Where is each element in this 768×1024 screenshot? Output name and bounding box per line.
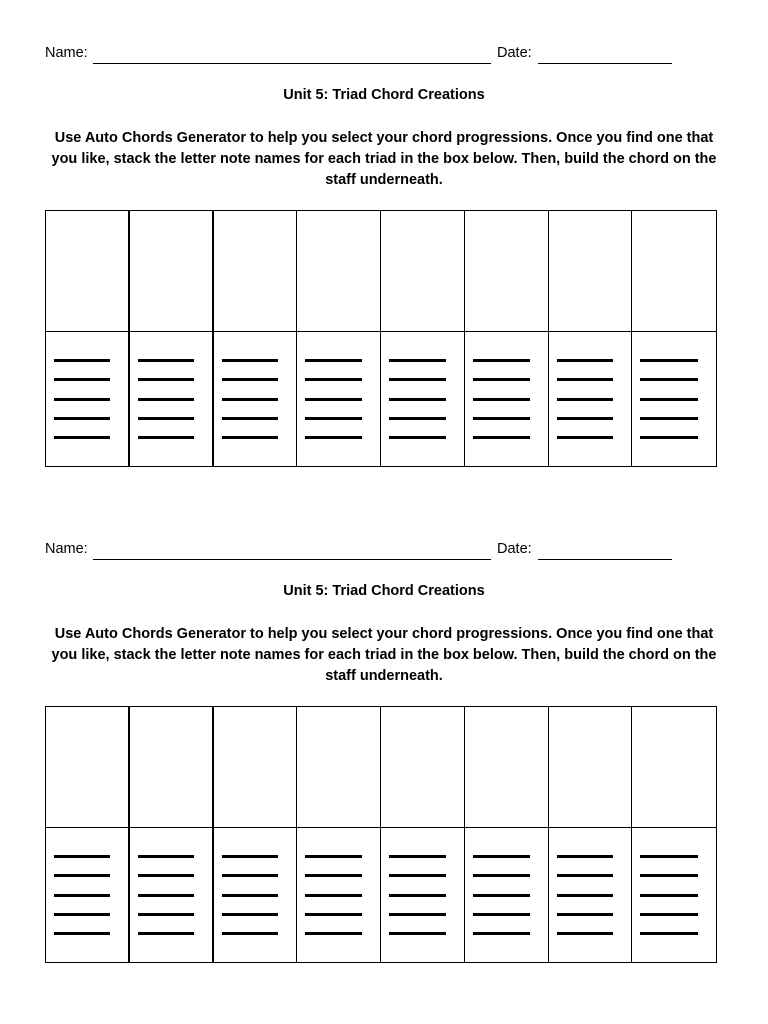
note-name-box[interactable] — [549, 211, 632, 332]
worksheet-2 — [0, 496, 768, 992]
chord-column — [549, 707, 633, 962]
note-name-box[interactable] — [381, 707, 464, 828]
note-name-box[interactable] — [297, 211, 380, 332]
staff-line — [54, 378, 110, 381]
staff-line — [389, 874, 446, 877]
chord-column — [549, 211, 633, 466]
staff-line — [557, 855, 614, 858]
staff-line — [222, 913, 279, 916]
staff-line — [389, 378, 446, 381]
staff-line — [54, 855, 110, 858]
date-label: Date: — [497, 45, 532, 61]
staff-line — [305, 378, 362, 381]
staff-line — [640, 417, 698, 420]
staff-line — [305, 359, 362, 362]
staff-line — [138, 855, 194, 858]
staff[interactable] — [465, 828, 548, 962]
staff-line — [305, 436, 362, 439]
staff[interactable] — [381, 828, 464, 962]
staff[interactable] — [214, 828, 297, 962]
header-row — [45, 45, 725, 67]
staff-line — [473, 874, 530, 877]
note-name-box[interactable] — [549, 707, 632, 828]
staff-line — [640, 398, 698, 401]
staff-line — [557, 894, 614, 897]
staff[interactable] — [214, 332, 297, 466]
staff-line — [557, 932, 614, 935]
note-name-box[interactable] — [297, 707, 380, 828]
chord-column — [130, 211, 214, 466]
staff[interactable] — [549, 828, 632, 962]
staff-line — [54, 913, 110, 916]
staff-line — [305, 932, 362, 935]
note-name-box[interactable] — [130, 707, 212, 828]
note-name-box[interactable] — [632, 211, 716, 332]
date-field[interactable] — [538, 63, 672, 64]
name-field[interactable] — [93, 63, 491, 64]
staff-line — [640, 359, 698, 362]
chord-column — [214, 707, 298, 962]
chord-column — [46, 211, 130, 466]
staff-line — [222, 855, 279, 858]
staff-line — [473, 398, 530, 401]
staff-line — [54, 874, 110, 877]
instructions-text: Use Auto Chords Generator to help you select your chord progressions. Once you find one that you like, stack the letter note names for each triad in the box below. Then, build the chord on the staff underneath. — [51, 130, 717, 188]
note-name-box[interactable] — [465, 211, 548, 332]
staff[interactable] — [297, 828, 380, 962]
staff-line — [473, 932, 530, 935]
note-name-box[interactable] — [632, 707, 716, 828]
chord-column — [130, 707, 214, 962]
chord-column — [632, 707, 716, 962]
note-name-box[interactable] — [381, 211, 464, 332]
staff-line — [138, 417, 194, 420]
chord-column — [465, 707, 549, 962]
staff-line — [557, 398, 614, 401]
staff-line — [473, 436, 530, 439]
staff-line — [222, 398, 279, 401]
staff-line — [640, 436, 698, 439]
staff-line — [138, 874, 194, 877]
name-label: Name: — [45, 45, 88, 61]
chord-column — [46, 707, 130, 962]
staff-line — [389, 436, 446, 439]
staff-line — [305, 894, 362, 897]
chord-grid — [45, 706, 717, 963]
worksheet-1 — [0, 0, 768, 496]
chord-column — [297, 211, 381, 466]
staff-line — [138, 436, 194, 439]
staff-line — [389, 913, 446, 916]
note-name-box[interactable] — [46, 707, 128, 828]
staff[interactable] — [297, 332, 380, 466]
staff-line — [54, 398, 110, 401]
staff-line — [222, 436, 279, 439]
note-name-box[interactable] — [46, 211, 128, 332]
staff-line — [640, 874, 698, 877]
staff-line — [138, 913, 194, 916]
staff-line — [557, 378, 614, 381]
header-row — [45, 541, 725, 563]
staff[interactable] — [130, 828, 212, 962]
staff-line — [640, 894, 698, 897]
staff-line — [222, 359, 279, 362]
staff-line — [389, 398, 446, 401]
staff-line — [473, 359, 530, 362]
staff-line — [473, 894, 530, 897]
name-field[interactable] — [93, 559, 491, 560]
instructions-text: Use Auto Chords Generator to help you select your chord progressions. Once you find one that you like, stack the letter note names for each triad in the box below. Then, build the chord on the staff underneath. — [51, 626, 717, 684]
staff-line — [138, 894, 194, 897]
staff-line — [54, 894, 110, 897]
staff-line — [54, 417, 110, 420]
note-name-box[interactable] — [214, 707, 297, 828]
staff-line — [557, 913, 614, 916]
worksheet-title: Unit 5: Triad Chord Creations — [283, 583, 485, 599]
chord-column — [381, 211, 465, 466]
staff-line — [557, 436, 614, 439]
staff-line — [557, 417, 614, 420]
staff-line — [222, 874, 279, 877]
staff[interactable] — [46, 828, 128, 962]
staff[interactable] — [381, 332, 464, 466]
staff-line — [389, 855, 446, 858]
staff[interactable] — [465, 332, 548, 466]
staff-line — [222, 378, 279, 381]
chord-column — [214, 211, 298, 466]
staff-line — [54, 359, 110, 362]
staff-line — [389, 932, 446, 935]
staff-line — [640, 932, 698, 935]
staff-line — [222, 932, 279, 935]
staff-line — [557, 359, 614, 362]
staff-line — [305, 874, 362, 877]
staff-line — [389, 359, 446, 362]
staff-line — [473, 378, 530, 381]
staff-line — [557, 874, 614, 877]
name-label: Name: — [45, 541, 88, 557]
staff-line — [54, 932, 110, 935]
staff[interactable] — [549, 332, 632, 466]
date-label: Date: — [497, 541, 532, 557]
note-name-box[interactable] — [214, 211, 297, 332]
chord-grid — [45, 210, 717, 467]
staff-line — [473, 417, 530, 420]
note-name-box[interactable] — [465, 707, 548, 828]
note-name-box[interactable] — [130, 211, 212, 332]
staff-line — [640, 378, 698, 381]
staff-line — [138, 359, 194, 362]
chord-column — [297, 707, 381, 962]
staff-line — [54, 436, 110, 439]
staff-line — [305, 855, 362, 858]
staff[interactable] — [632, 332, 716, 466]
staff[interactable] — [130, 332, 212, 466]
chord-column — [381, 707, 465, 962]
date-field[interactable] — [538, 559, 672, 560]
staff-line — [640, 855, 698, 858]
staff-line — [305, 913, 362, 916]
staff-line — [138, 378, 194, 381]
chord-column — [632, 211, 716, 466]
staff[interactable] — [46, 332, 128, 466]
staff-line — [473, 913, 530, 916]
chord-column — [465, 211, 549, 466]
staff-line — [389, 894, 446, 897]
staff-line — [640, 913, 698, 916]
staff-line — [138, 932, 194, 935]
staff[interactable] — [632, 828, 716, 962]
worksheet-title: Unit 5: Triad Chord Creations — [283, 87, 485, 103]
staff-line — [305, 417, 362, 420]
staff-line — [389, 417, 446, 420]
staff-line — [222, 417, 279, 420]
staff-line — [305, 398, 362, 401]
staff-line — [473, 855, 530, 858]
staff-line — [138, 398, 194, 401]
staff-line — [222, 894, 279, 897]
